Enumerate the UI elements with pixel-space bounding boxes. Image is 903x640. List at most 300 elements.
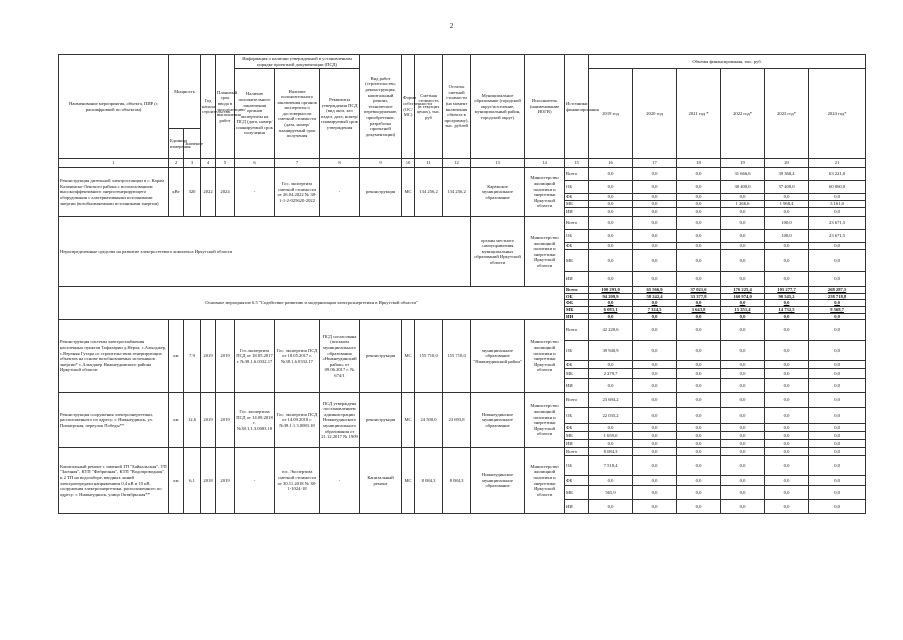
- col-num: 2: [169, 159, 184, 168]
- header-year-2023: 2023 год*: [765, 69, 809, 159]
- row-c11: 24 500,0: [415, 393, 443, 448]
- funding-value: 0,0: [677, 448, 721, 456]
- source-label: ИИ: [565, 440, 589, 448]
- funding-value: 0,0: [809, 393, 866, 408]
- funding-value: 0,0: [633, 486, 677, 500]
- funding-value: 30 400,0: [721, 181, 765, 194]
- funding-value: 8 084,3: [589, 448, 633, 456]
- funding-value: 0,0: [633, 201, 677, 208]
- table-body: [59, 168, 866, 514]
- funding-value: 58 242,4: [633, 293, 677, 300]
- funding-value: 0,0: [633, 341, 677, 361]
- funding-value: 0,0: [809, 379, 866, 393]
- funding-value: 0,0: [677, 320, 721, 341]
- funding-value: 0,0: [633, 456, 677, 476]
- funding-value: 0,0: [765, 500, 809, 514]
- col-num: 21: [809, 159, 866, 168]
- funding-value: 0,0: [721, 456, 765, 476]
- row-c10: МС: [402, 168, 415, 217]
- funding-value: 0,0: [633, 440, 677, 448]
- funding-value: 0,0: [721, 424, 765, 432]
- funding-value: 0,0: [677, 440, 721, 448]
- funding-value: 0,0: [633, 300, 677, 307]
- col-num: 6: [235, 159, 275, 168]
- funding-value: 22 035,2: [589, 408, 633, 424]
- funding-value: 0,0: [765, 476, 809, 486]
- row-planned: 2019: [216, 448, 235, 514]
- funding-value: 0,0: [677, 181, 721, 194]
- funding-value: 0,0: [765, 194, 809, 201]
- row-unit: кВт: [169, 168, 184, 217]
- header-estimate: Сметная стоимость (в текущих ценах), тыс. руб: [415, 55, 443, 159]
- row-planned: 2019: [216, 393, 235, 448]
- header-year-2022: 2022 год*: [721, 69, 765, 159]
- funding-value: 0,0: [677, 424, 721, 432]
- funding-value: 0,0: [765, 320, 809, 341]
- funding-value: 1 266,6: [721, 201, 765, 208]
- funding-value: 0,0: [809, 272, 866, 287]
- funding-value: 0,0: [721, 476, 765, 486]
- header-year-start: Год начала строительства: [201, 55, 216, 159]
- funding-value: 0,0: [765, 300, 809, 307]
- funding-value: 0,0: [589, 313, 633, 320]
- funding-value: 3 643,8: [677, 306, 721, 313]
- row-c9: реконструкция: [360, 168, 402, 217]
- col-num: 9: [360, 159, 402, 168]
- funding-value: 0,0: [721, 500, 765, 514]
- row-c12: 134 256,2: [443, 168, 471, 217]
- funding-value: 0,0: [765, 456, 809, 476]
- funding-value: 1 968,4: [765, 201, 809, 208]
- source-label: ОБ: [565, 181, 589, 194]
- funding-value: 0,0: [677, 486, 721, 500]
- col-num: 1: [59, 159, 169, 168]
- funding-value: 176 225,4: [721, 287, 765, 294]
- funding-value: 39 368,4: [765, 168, 809, 181]
- source-label: МБ: [565, 486, 589, 500]
- funding-value: 0,0: [589, 361, 633, 369]
- table-row: [59, 287, 866, 294]
- funding-value: 0,0: [633, 320, 677, 341]
- row-c6: -: [235, 448, 275, 514]
- funding-value: 0,0: [721, 361, 765, 369]
- header-year-2019: 2019 год: [589, 69, 633, 159]
- col-num: 8: [320, 159, 360, 168]
- funding-value: 268 287,5: [809, 287, 866, 294]
- funding-value: 0,0: [721, 243, 765, 250]
- header-planned: Плановый срок ввода в эксплуатацию/выполнения работ: [216, 55, 235, 159]
- funding-value: 0,0: [809, 440, 866, 448]
- col-num: 3: [184, 159, 201, 168]
- row-value: 12,6: [184, 393, 201, 448]
- funding-value: 0,0: [633, 424, 677, 432]
- funding-value: 39 940,9: [589, 341, 633, 361]
- funding-value: 105 277,7: [765, 287, 809, 294]
- row-c9: реконструкция: [360, 320, 402, 393]
- header-year-2021: 2021 год *: [677, 69, 721, 159]
- row-unit: км: [169, 393, 184, 448]
- col-num: 5: [216, 159, 235, 168]
- funding-value: 37 021,6: [677, 287, 721, 294]
- row-name: Нераспределенные средства на развитие электросетевого комплекса Иркутской области: [59, 217, 471, 287]
- funding-value: 1 659,0: [589, 432, 633, 440]
- funding-value: 0,0: [633, 448, 677, 456]
- table-header: [59, 55, 866, 168]
- header-municipality: Муниципальное образование (городской округ/поселение, муниципальный район, городской округ): [471, 55, 525, 159]
- table-row: [59, 393, 866, 408]
- program-table: [58, 54, 866, 514]
- row-c13: Нижнеудинское муниципальное образование: [471, 393, 525, 448]
- row-c10: МС: [402, 320, 415, 393]
- col-num: 14: [525, 159, 565, 168]
- table-row: [59, 448, 866, 456]
- header-financing: Объемы финансирования, тыс. руб.: [589, 55, 866, 69]
- row-c7: гос. Экспертиза сметной стоимости от 30.11.2018 № 38-1-1024-18: [275, 448, 320, 514]
- funding-value: 0,0: [677, 201, 721, 208]
- row-c8: ПСД согласована (письмом муниципального образования «Нижнеудинский район» от 09.06.2017 г. № 674/1: [320, 320, 360, 393]
- funding-value: 0,0: [809, 208, 866, 217]
- funding-value: 0,0: [765, 341, 809, 361]
- funding-value: 0,0: [765, 243, 809, 250]
- source-label: ОБ: [565, 230, 589, 243]
- funding-value: 0,0: [677, 476, 721, 486]
- funding-value: 0,0: [721, 208, 765, 217]
- source-label: ИИ: [565, 379, 589, 393]
- funding-value: 0,0: [721, 313, 765, 320]
- page-number: 2: [449, 22, 454, 30]
- funding-value: 0,0: [809, 320, 866, 341]
- funding-value: 0,0: [765, 393, 809, 408]
- funding-value: 0,0: [589, 272, 633, 287]
- funding-value: 100 293,0: [589, 287, 633, 294]
- funding-value: 0,0: [633, 432, 677, 440]
- row-c11: 8 084,3: [415, 448, 443, 514]
- col-num: 20: [765, 159, 809, 168]
- col-num: 12: [443, 159, 471, 168]
- row-c11: 155 710,0: [415, 320, 443, 393]
- source-label: МБ: [565, 306, 589, 313]
- funding-value: 0,0: [589, 230, 633, 243]
- funding-value: 0,0: [677, 272, 721, 287]
- source-label: Всего: [565, 217, 589, 230]
- row-c6: -: [235, 168, 275, 217]
- funding-value: 0,0: [809, 361, 866, 369]
- header-approval: Реквизиты утверждения ПСД (вид акта, кто издал, дата, номер/планируемый срок утверждения: [320, 69, 360, 159]
- header-name: Наименование мероприятия, объекта, ПИР (с расшифровкой по объектам): [59, 55, 169, 159]
- funding-value: 65 566,9: [633, 287, 677, 294]
- funding-value: 0,0: [677, 194, 721, 201]
- source-label: ИИ: [565, 313, 589, 320]
- header-power-value: Значение: [184, 129, 201, 159]
- funding-value: 0,0: [677, 408, 721, 424]
- funding-value: 0,0: [721, 230, 765, 243]
- row-c6: Гос. экспертиза ПСД от 14.09.2018 г. №38.1.1.3.0083.18: [235, 393, 275, 448]
- funding-value: 23 671,5: [809, 230, 866, 243]
- funding-value: 0,0: [721, 217, 765, 230]
- funding-value: 160 974,0: [721, 293, 765, 300]
- funding-value: 63 221,0: [809, 168, 866, 181]
- funding-value: 0,0: [809, 250, 866, 272]
- funding-value: 0,0: [633, 393, 677, 408]
- header-ownership: Форма собственности (ОС/МС): [402, 55, 415, 159]
- header-psd-info: Информация о наличии утвержденной в установленном порядке проектной документации (ПСД): [235, 55, 360, 69]
- funding-value: 0,0: [809, 500, 866, 514]
- table-row: [59, 168, 866, 181]
- funding-value: 0,0: [721, 379, 765, 393]
- funding-value: 42 220,6: [589, 320, 633, 341]
- table-row: [59, 320, 866, 341]
- funding-value: 0,0: [633, 408, 677, 424]
- funding-value: 23 694,2: [589, 393, 633, 408]
- source-label: ФБ: [565, 194, 589, 201]
- col-num: 19: [721, 159, 765, 168]
- source-label: ИИ: [565, 500, 589, 514]
- source-label: МБ: [565, 369, 589, 379]
- funding-value: 0,0: [677, 456, 721, 476]
- funding-value: 31 666,6: [721, 168, 765, 181]
- funding-value: 0,0: [633, 217, 677, 230]
- funding-value: 0,0: [677, 300, 721, 307]
- header-power: Мощность: [169, 55, 201, 129]
- source-label: ФБ: [565, 361, 589, 369]
- source-label: МБ: [565, 250, 589, 272]
- funding-value: 100,0: [765, 230, 809, 243]
- source-label: Всего: [565, 320, 589, 341]
- row-name: Капитальный ремонт с заменой ТП "Байкальская", ТП "Заочная", КТП "Фабричная", КТП "Водопроводная" и 2 ТП на водозаборе, вводных линий электропередачи напряжением 0,4 кВ и 10 кВ, сооружения электроэнергетики, расположенного по адресу: г. Нижнеудинск, улица Октябрьская**: [59, 448, 169, 514]
- row-c8: -: [320, 448, 360, 514]
- funding-value: 0,0: [809, 341, 866, 361]
- header-power-unit: Единица измерения: [169, 129, 184, 159]
- funding-value: 0,0: [677, 168, 721, 181]
- row-start: 2018: [201, 448, 216, 514]
- funding-value: 0,0: [633, 369, 677, 379]
- funding-value: 0,0: [765, 448, 809, 456]
- funding-value: 60 060,0: [809, 181, 866, 194]
- col-num: 18: [677, 159, 721, 168]
- row-c13: муниципальное образование "Нижнеудинский район": [471, 320, 525, 393]
- row-c12: 8 084,3: [443, 448, 471, 514]
- row-c8: -: [320, 168, 360, 217]
- source-label: ФБ: [565, 300, 589, 307]
- source-label: ФБ: [565, 243, 589, 250]
- row-c14: Министерство жилищной политики и энергетики Иркутской области: [525, 168, 565, 217]
- table-row: [59, 217, 866, 230]
- funding-value: 0,0: [721, 393, 765, 408]
- funding-value: 0,0: [721, 194, 765, 201]
- funding-value: 0,0: [677, 217, 721, 230]
- funding-value: 0,0: [809, 486, 866, 500]
- funding-value: 0,0: [809, 408, 866, 424]
- header-sources: Источники финансирования: [565, 55, 589, 159]
- funding-value: 0,0: [677, 432, 721, 440]
- header-year-2024: 2024 год*: [809, 69, 866, 159]
- source-label: Всего: [565, 393, 589, 408]
- funding-value: 0,0: [633, 168, 677, 181]
- funding-value: 258 718,8: [809, 293, 866, 300]
- row-c14: Министерство жилищной политики и энергетики Иркутской области: [525, 320, 565, 393]
- funding-value: 90 545,2: [765, 293, 809, 300]
- column-number-row: [59, 159, 866, 168]
- funding-value: 0,0: [765, 440, 809, 448]
- row-c9: Капитальный ремонт: [360, 448, 402, 514]
- col-num: 13: [471, 159, 525, 168]
- funding-value: 0,0: [765, 486, 809, 500]
- funding-value: 0,0: [589, 379, 633, 393]
- funding-value: 0,0: [677, 500, 721, 514]
- row-municipality: органы местного самоуправления муниципальных образований Иркутской области: [471, 217, 525, 287]
- header-remainder: Остаток сметной стоимости (на момент включения объекта в программу), тыс. рублей: [443, 55, 471, 159]
- funding-value: 0,0: [809, 243, 866, 250]
- funding-value: 0,0: [721, 369, 765, 379]
- funding-value: 0,0: [809, 313, 866, 320]
- row-c8: ПСД утверждена постановлением администрации Нижнеудинского муниципального образования от 21.12.2017 № 1909: [320, 393, 360, 448]
- col-num: 17: [633, 159, 677, 168]
- col-num: 16: [589, 159, 633, 168]
- col-num: 10: [402, 159, 415, 168]
- header-work-type: Вид работ (строительство, реконструкция, капитальный ремонт, техническое перевооружение, приобретение, разработка проектной документации): [360, 55, 402, 159]
- funding-value: 0,0: [677, 230, 721, 243]
- funding-value: 33 377,8: [677, 293, 721, 300]
- row-c10: МС: [402, 393, 415, 448]
- row-c13: Карамское муниципальное образование: [471, 168, 525, 217]
- row-name: Реконструкция дизельной электростанции в с. Карам Казачинско-Ленского района с использованием высокоэффективного энергогенерирующего оборудования с альтернативными источниками энергии (возобновляемыми источниками энергии): [59, 168, 169, 217]
- source-label: Всего: [565, 287, 589, 294]
- header-expertise: Наличие положительного заключения органов экспертизы на ПСД (дата, номер/планируемый срок получения: [235, 69, 275, 159]
- funding-value: 0,0: [721, 272, 765, 287]
- funding-value: 0,0: [721, 440, 765, 448]
- source-label: ОБ: [565, 293, 589, 300]
- funding-value: 23 671,5: [809, 217, 866, 230]
- funding-value: 0,0: [589, 500, 633, 514]
- row-value: 7,9: [184, 320, 201, 393]
- row-name: Реконструкция системы электроснабжения населенных пунктов Тофаларии д.Нерха, с.Алыгджер, с.Верхняя Гутара со строительством генерирующих объектов на основе возобновляемых источников энергии* с.Алыгджер Нижнеудинского района Иркутской области: [59, 320, 169, 393]
- funding-value: 6 083,1: [589, 306, 633, 313]
- funding-value: 100,0: [765, 217, 809, 230]
- funding-value: 0,0: [765, 369, 809, 379]
- funding-value: 2 279,7: [589, 369, 633, 379]
- funding-value: 0,0: [809, 369, 866, 379]
- funding-value: 0,0: [809, 476, 866, 486]
- col-num: 11: [415, 159, 443, 168]
- funding-value: 0,0: [589, 440, 633, 448]
- funding-value: 0,0: [589, 208, 633, 217]
- funding-value: 0,0: [633, 181, 677, 194]
- funding-value: 0,0: [589, 181, 633, 194]
- funding-value: 37 400,0: [765, 181, 809, 194]
- col-num: 15: [565, 159, 589, 168]
- source-label: ОБ: [565, 456, 589, 476]
- funding-value: 3 161,0: [809, 201, 866, 208]
- source-label: МБ: [565, 201, 589, 208]
- row-start: 2019: [201, 393, 216, 448]
- funding-value: 0,0: [677, 379, 721, 393]
- row-c14: Министерство жилищной политики и энергетики Иркутской области: [525, 393, 565, 448]
- funding-value: 0,0: [809, 300, 866, 307]
- funding-value: 0,0: [765, 424, 809, 432]
- source-label: ФБ: [565, 476, 589, 486]
- funding-value: 0,0: [677, 361, 721, 369]
- funding-value: 0,0: [589, 300, 633, 307]
- header-year-2020: 2020 год: [633, 69, 677, 159]
- source-label: ОБ: [565, 341, 589, 361]
- funding-value: 14 732,5: [765, 306, 809, 313]
- row-c7: Гос. экспертиза ПСД от 18.05.2017 г. №38.1.6.0332.17: [275, 320, 320, 393]
- funding-value: 0,0: [721, 448, 765, 456]
- row-start: 2022: [201, 168, 216, 217]
- source-label: МБ: [565, 432, 589, 440]
- funding-value: 7 518,4: [589, 456, 633, 476]
- row-c11: 134 256,2: [415, 168, 443, 217]
- funding-value: 0,0: [677, 393, 721, 408]
- source-label: Всего: [565, 168, 589, 181]
- header-cost-expertise: Наличие положительного заключения органов экспертизы о достоверности сметной стоимости (дата, номер/планируемый срок получения: [275, 69, 320, 159]
- col-num: 4: [201, 159, 216, 168]
- funding-value: 0,0: [677, 369, 721, 379]
- row-c6: Гос.экспертиза ПСД от 18.05.2017 г. №38.1.6.0332.17: [235, 320, 275, 393]
- row-executor: Министерство жилищной политики и энергетики Иркутской области: [525, 217, 565, 287]
- funding-value: 7 324,5: [633, 306, 677, 313]
- funding-value: 9 568,7: [809, 306, 866, 313]
- funding-value: 0,0: [677, 341, 721, 361]
- funding-value: 0,0: [589, 168, 633, 181]
- main-activity-title: Основное мероприятие 6.5 "Содействие развитию и модернизации электроэнергетики в Иркутской области": [59, 287, 565, 320]
- row-name: Реконструкция сооружения электроэнергетики, расположенного по адресу: г. Нижнеудинск, ул. Пионерская, переулок Победы**: [59, 393, 169, 448]
- row-start: 2019: [201, 320, 216, 393]
- funding-value: 0,0: [633, 500, 677, 514]
- col-num: 7: [275, 159, 320, 168]
- funding-value: 0,0: [589, 201, 633, 208]
- row-planned: 2019: [216, 320, 235, 393]
- funding-value: 0,0: [721, 341, 765, 361]
- funding-value: 0,0: [765, 208, 809, 217]
- funding-value: 0,0: [677, 243, 721, 250]
- source-label: Всего: [565, 448, 589, 456]
- row-c10: МС: [402, 448, 415, 514]
- funding-value: 0,0: [589, 194, 633, 201]
- funding-value: 0,0: [589, 476, 633, 486]
- header-executor: Исполнитель (наименование ИОГВ): [525, 55, 565, 159]
- funding-value: 0,0: [765, 379, 809, 393]
- funding-value: 94 209,9: [589, 293, 633, 300]
- row-value: 320: [184, 168, 201, 217]
- funding-value: 0,0: [809, 432, 866, 440]
- source-label: ФБ: [565, 424, 589, 432]
- funding-value: 0,0: [589, 424, 633, 432]
- funding-value: 0,0: [721, 486, 765, 500]
- funding-value: 0,0: [633, 243, 677, 250]
- funding-value: 0,0: [677, 250, 721, 272]
- funding-value: 0,0: [633, 208, 677, 217]
- program-table-wrapper: [58, 54, 847, 514]
- funding-value: 0,0: [765, 272, 809, 287]
- funding-value: 0,0: [633, 250, 677, 272]
- row-c7: Гос. экспертиза ПСД от 14.09.2018 г. №38.1.1.3.0083.18: [275, 393, 320, 448]
- row-unit: км: [169, 448, 184, 514]
- row-c12: 155 710,0: [443, 320, 471, 393]
- funding-value: 565,9: [589, 486, 633, 500]
- row-unit: км: [169, 320, 184, 393]
- funding-value: 0,0: [765, 408, 809, 424]
- funding-value: 0,0: [809, 194, 866, 201]
- source-label: ОБ: [565, 408, 589, 424]
- funding-value: 0,0: [633, 194, 677, 201]
- funding-value: 0,0: [633, 476, 677, 486]
- row-c12: 23 693,8: [443, 393, 471, 448]
- funding-value: 0,0: [589, 250, 633, 272]
- funding-value: 0,0: [765, 250, 809, 272]
- funding-value: 0,0: [677, 208, 721, 217]
- funding-value: 15 251,4: [721, 306, 765, 313]
